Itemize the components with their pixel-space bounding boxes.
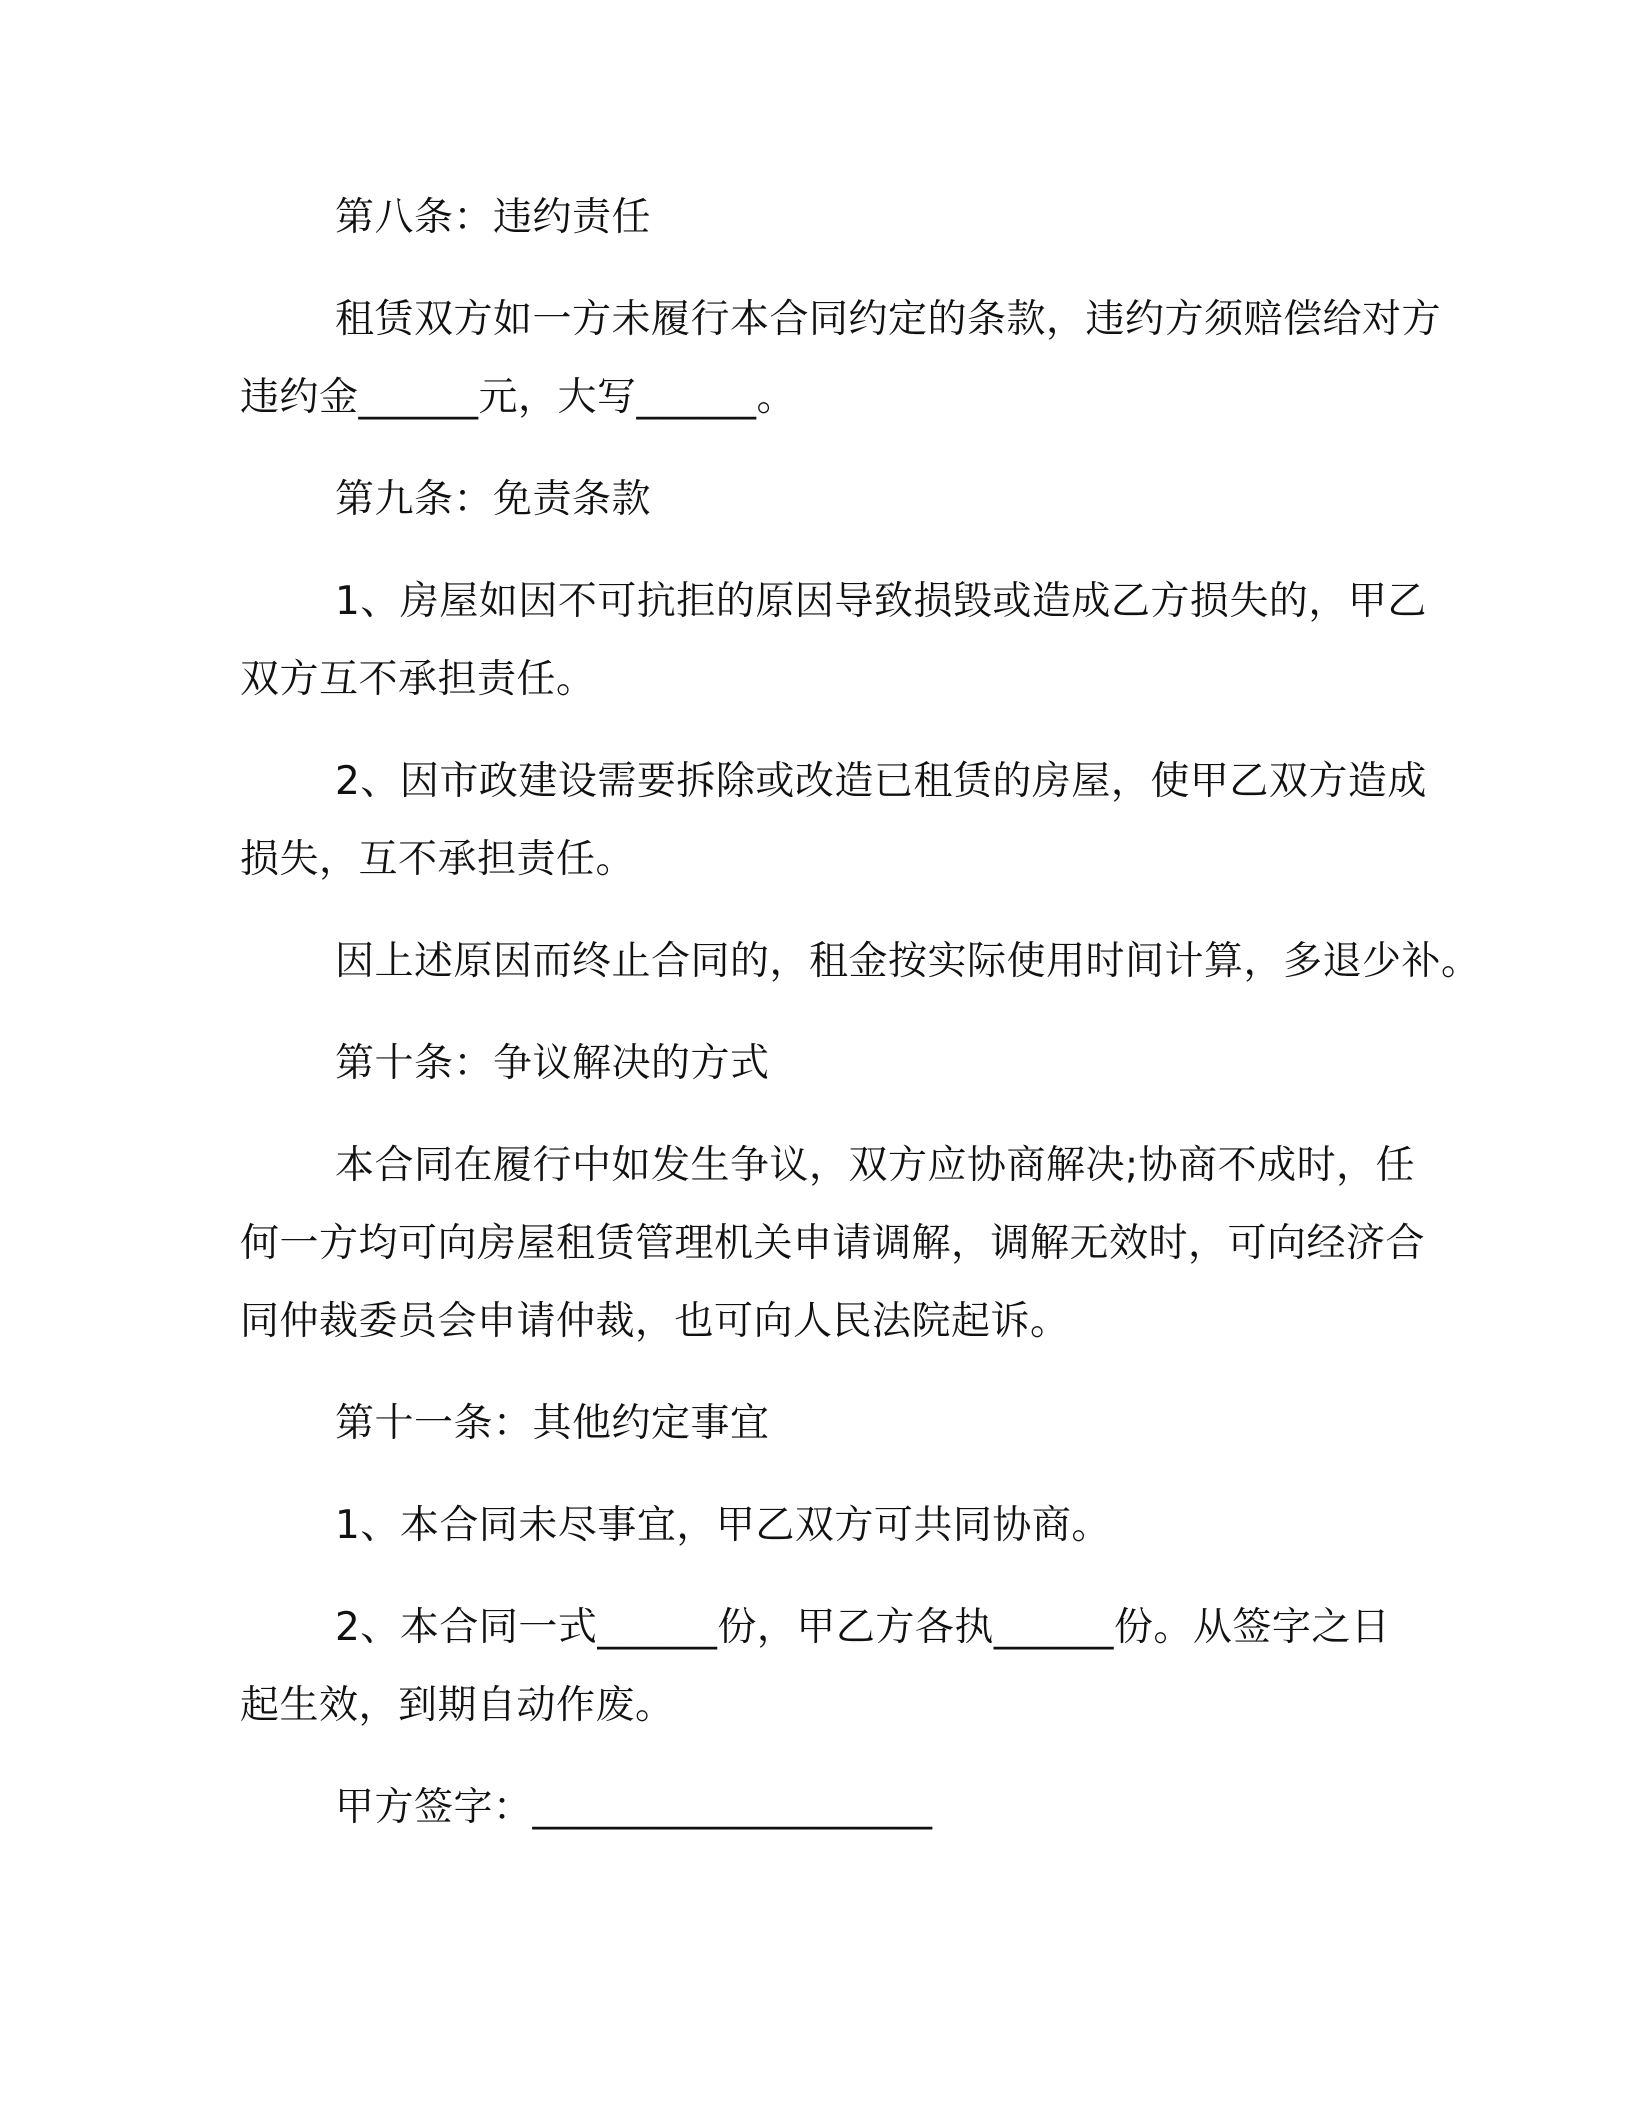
article-9-item-2-line-1: 2、因市政建设需要拆除或改造已租赁的房屋，使甲乙双方造成 (335, 759, 1427, 804)
article-10-paragraph-line-3: 同仲裁委员会申请仲裁，也可向人民法院起诉。 (240, 1299, 1070, 1344)
article-8-paragraph-line-2: 违约金______元，大写______。 (240, 375, 797, 420)
article-9-heading: 第九条：免责条款 (335, 477, 652, 522)
article-11-heading: 第十一条：其他约定事宜 (335, 1401, 770, 1446)
article-10-paragraph-line-1: 本合同在履行中如发生争议，双方应协商解决;协商不成时，任 (335, 1143, 1416, 1188)
article-11-item-2-line-2: 起生效，到期自动作废。 (240, 1683, 675, 1728)
article-8-heading: 第八条：违约责任 (335, 195, 652, 240)
article-8-paragraph-line-1: 租赁双方如一方未履行本合同约定的条款，违约方须赔偿给对方 (335, 297, 1442, 342)
article-9-item-1-line-2: 双方互不承担责任。 (240, 657, 596, 702)
party-a-signature-line: 甲方签字：____________________ (335, 1785, 933, 1830)
article-10-paragraph-line-2: 何一方均可向房屋租赁管理机关申请调解，调解无效时，可向经济合 (240, 1221, 1426, 1266)
article-10-heading: 第十条：争议解决的方式 (335, 1041, 770, 1086)
article-9-rent-note: 因上述原因而终止合同的，租金按实际使用时间计算，多退少补。 (335, 939, 1481, 984)
article-11-item-1: 1、本合同未尽事宜，甲乙双方可共同协商。 (335, 1503, 1111, 1548)
article-9-item-2-line-2: 损失，互不承担责任。 (240, 837, 636, 882)
article-9-item-1-line-1: 1、房屋如因不可抗拒的原因导致损毁或造成乙方损失的，甲乙 (335, 579, 1427, 624)
article-11-item-2-line-1: 2、本合同一式______份，甲乙方各执______份。从签字之日 (335, 1605, 1391, 1650)
